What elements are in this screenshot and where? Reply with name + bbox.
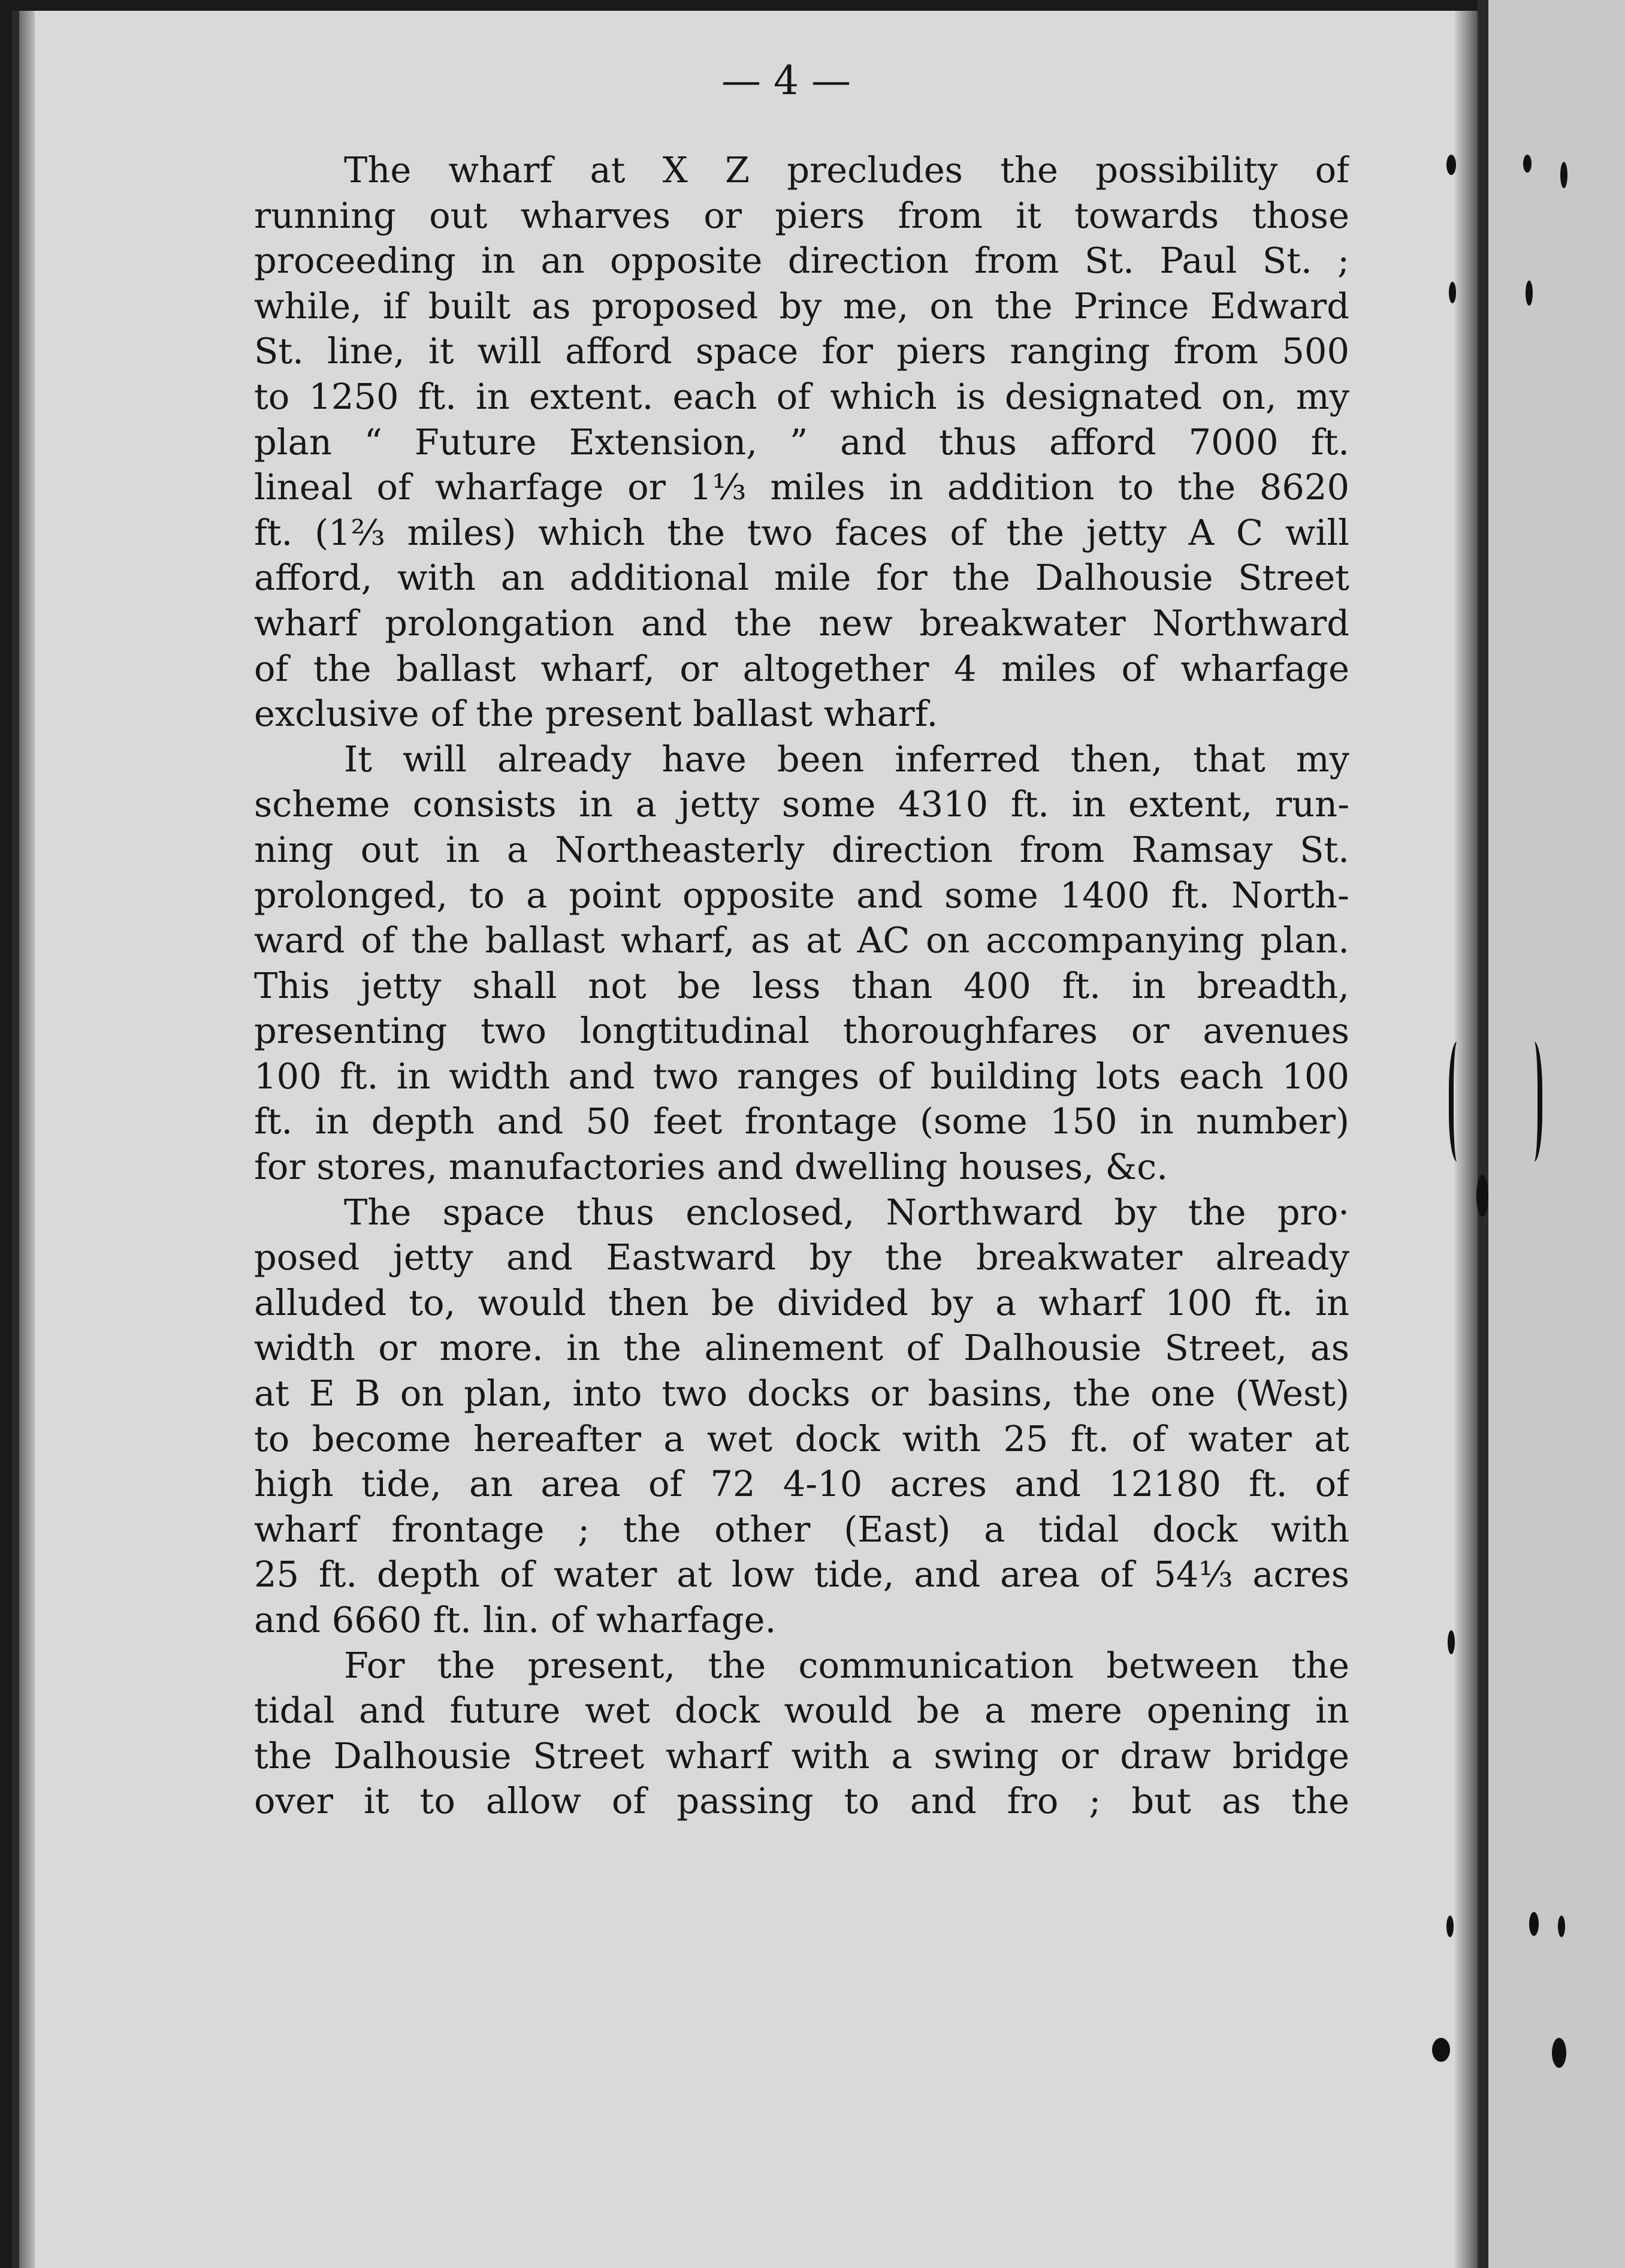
text-line: For the present, the communication between the: [344, 1644, 1349, 1686]
text-line: at E B on plan, into two docks or basins, the one (West): [254, 1373, 1349, 1415]
binding-tear-mark: [1522, 1042, 1542, 1162]
text-line: The wharf at X Z precludes the possibility of: [344, 149, 1349, 191]
text-line: prolonged, to a point opposite and some 1400 ft. North-: [254, 874, 1349, 916]
text-line: over it to allow of passing to and fro ; but as the: [254, 1780, 1349, 1822]
text-line: ward of the ballast wharf, as at AC on accompanying plan.: [254, 919, 1349, 961]
body-text: [254, 147, 1349, 1824]
text-line: presenting two longtitudinal thoroughfares or avenues: [254, 1010, 1349, 1052]
binding-hole-mark: [1523, 155, 1532, 173]
text-line: ning out in a Northeasterly direction from Ramsay St.: [254, 828, 1349, 870]
text-line: afford, with an additional mile for the Dalhousie Street: [254, 557, 1349, 599]
text-line: ft. in depth and 50 feet frontage (some 150 in number): [254, 1100, 1349, 1142]
text-line: This jetty shall not be less than 400 ft. in breadth,: [254, 964, 1349, 1006]
text-line: for stores, manufactories and dwelling houses, &c.: [254, 1146, 1168, 1188]
text-line: of the ballast wharf, or altogether 4 miles of wharfage: [254, 647, 1349, 689]
text-line: while, if built as proposed by me, on the Prince Edward: [254, 285, 1349, 327]
text-line: tidal and future wet dock would be a mere opening in: [254, 1690, 1349, 1732]
binding-hole-mark: [1552, 2038, 1566, 2068]
binding-edge: [1478, 0, 1488, 2268]
text-line: high tide, an area of 72 4-10 acres and 12180 ft. of: [254, 1463, 1349, 1505]
text-line: alluded to, would then be divided by a wharf 100 ft. in: [254, 1281, 1349, 1323]
text-line: and 6660 ft. lin. of wharfage.: [254, 1599, 777, 1640]
binding-hole-mark: [1446, 1916, 1454, 1937]
binding-hole-mark: [1560, 162, 1567, 188]
binding-hole-mark: [1529, 1912, 1539, 1936]
text-line: wharf frontage ; the other (East) a tidal dock with: [254, 1508, 1349, 1550]
text-line: the Dalhousie Street wharf with a swing or draw bridge: [254, 1735, 1349, 1777]
text-line: ft. (1⅔ miles) which the two faces of the jetty A C will: [254, 511, 1349, 553]
page-number: — 4 —: [721, 58, 851, 104]
text-line: to 1250 ft. in extent. each of which is designated on, my: [254, 375, 1349, 417]
text-line: exclusive of the present ballast wharf.: [254, 693, 938, 735]
text-line: running out wharves or piers from it towards those: [254, 194, 1349, 236]
text-line: width or more. in the alinement of Dalhousie Street, as: [254, 1327, 1349, 1369]
text-line: lineal of wharfage or 1⅓ miles in addition to the 8620: [254, 466, 1349, 508]
text-line: to become hereafter a wet dock with 25 ft. of water at: [254, 1418, 1349, 1459]
binding-margin: [1478, 0, 1625, 2268]
text-line: wharf prolongation and the new breakwater Northward: [254, 602, 1349, 644]
binding-hole-mark: [1432, 2038, 1450, 2062]
binding-hole-mark: [1476, 1175, 1488, 1217]
text-line: scheme consists in a jetty some 4310 ft. in extent, run-: [254, 783, 1349, 825]
binding-tear-mark: [1449, 1042, 1469, 1162]
text-line: proceeding in an opposite direction from St. Paul St. ;: [254, 240, 1349, 282]
text-line: 25 ft. depth of water at low tide, and area of 54⅓ acres: [254, 1554, 1349, 1596]
binding-hole-mark: [1446, 155, 1456, 175]
binding-hole-mark: [1449, 282, 1456, 303]
binding-hole-mark: [1558, 1916, 1565, 1937]
text-line: plan “ Future Extension, ” and thus afford 7000 ft.: [254, 421, 1349, 463]
binding-hole-mark: [1526, 281, 1533, 306]
text-line: The space thus enclosed, Northward by the pro·: [344, 1191, 1349, 1233]
binding-hole-mark: [1448, 1630, 1455, 1654]
text-line: It will already have been inferred then, that my: [344, 738, 1349, 780]
text-line: 100 ft. in width and two ranges of building lots each 100: [254, 1055, 1349, 1097]
paper-leaf: [12, 11, 1481, 2268]
text-line: St. line, it will afford space for piers ranging from 500: [254, 330, 1349, 372]
text-line: posed jetty and Eastward by the breakwater already: [254, 1236, 1349, 1278]
